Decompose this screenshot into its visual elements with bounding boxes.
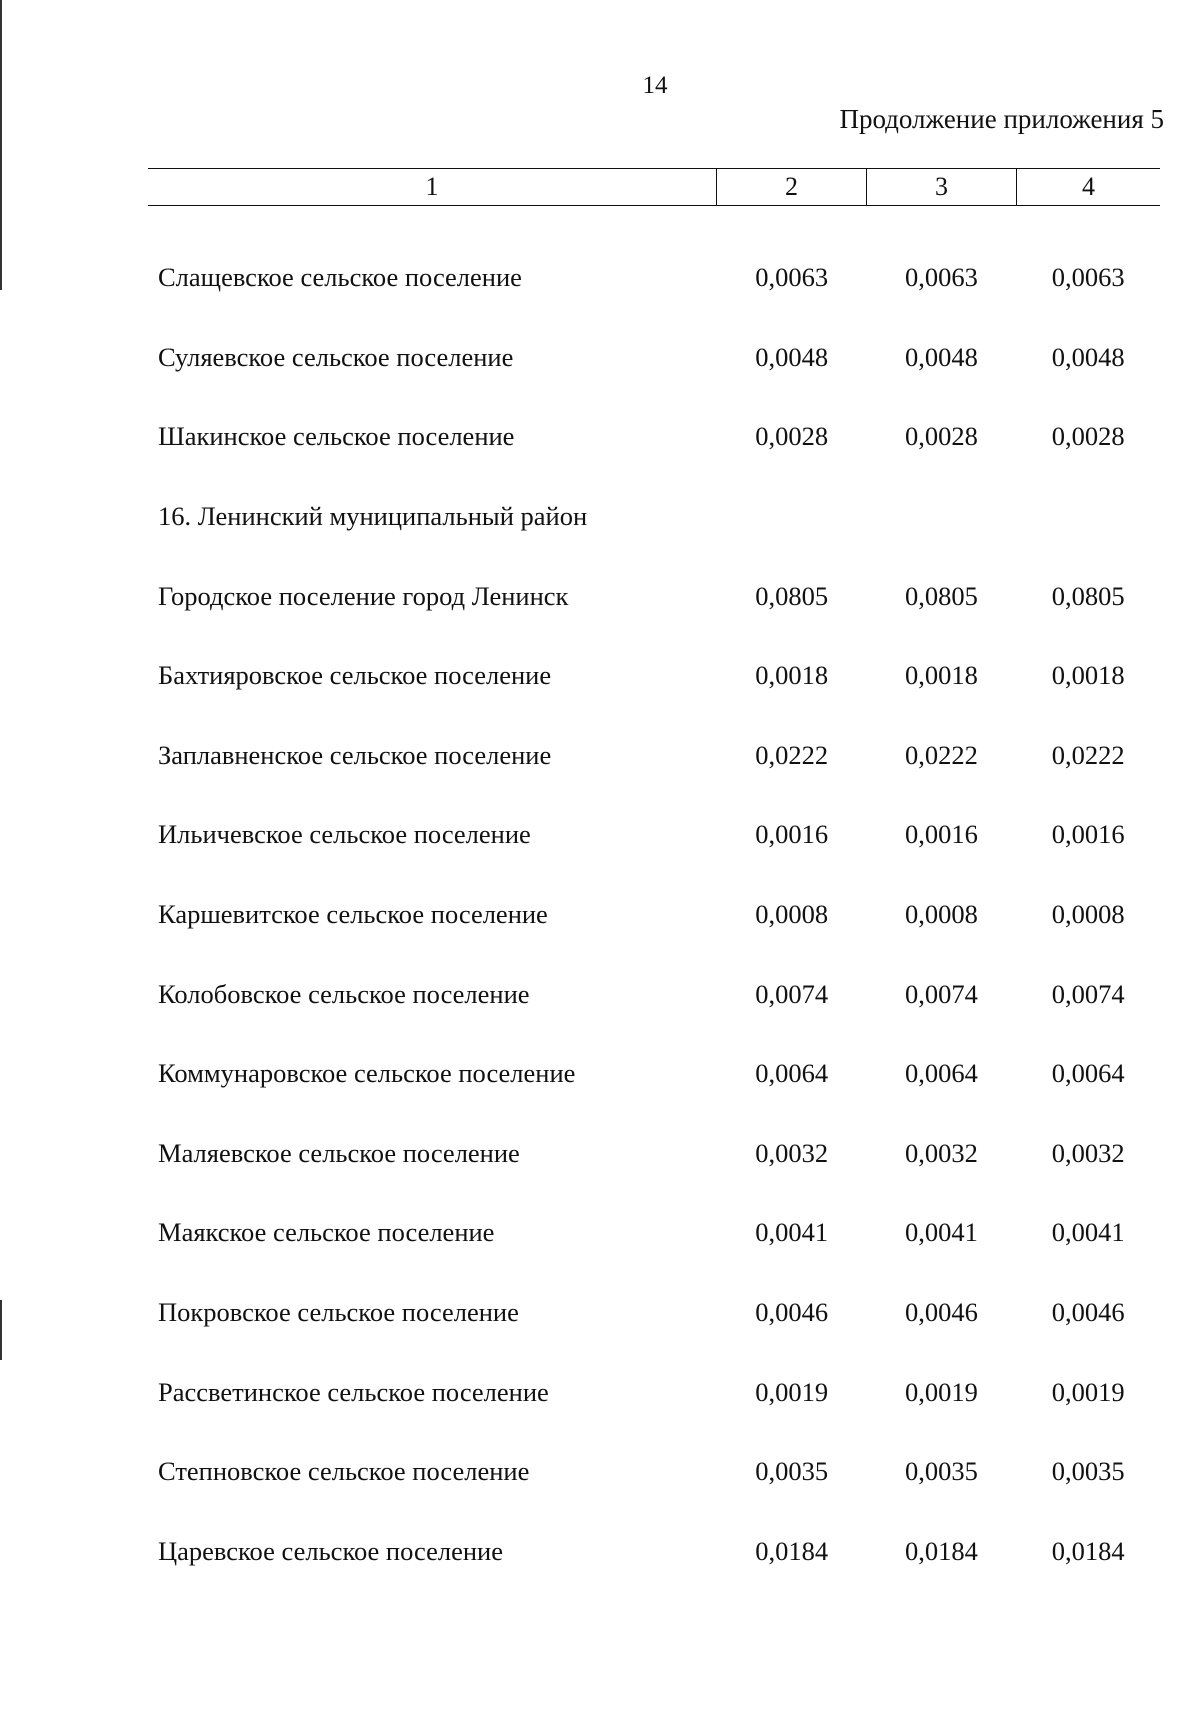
value-col-3: 0,0074 [905, 978, 978, 1009]
settlement-name: Слащевское сельское поселение [158, 262, 522, 293]
value-col-4: 0,0046 [1051, 1297, 1125, 1328]
value-col-3: 0,0018 [905, 660, 978, 691]
value-col-3: 0,0035 [905, 1456, 978, 1487]
value-col-2: 0,0222 [755, 739, 829, 770]
scan-edge-line [0, 1300, 2, 1360]
settlement-name: Коммунаровское сельское поселение [158, 1058, 576, 1089]
value-col-3: 0,0184 [905, 1535, 978, 1566]
value-col-4: 0,0028 [1051, 421, 1125, 452]
table-row [150, 1114, 1160, 1194]
value-col-2: 0,0063 [755, 262, 829, 293]
table-row [150, 795, 1160, 875]
value-col-4: 0,0074 [1051, 978, 1125, 1009]
value-col-2: 0,0032 [755, 1137, 829, 1168]
table-row [150, 1273, 1160, 1353]
value-col-4: 0,0019 [1051, 1376, 1125, 1407]
table-row [150, 1352, 1160, 1432]
value-col-3: 0,0019 [905, 1376, 978, 1407]
value-col-2: 0,0018 [755, 660, 829, 691]
value-col-3: 0,0222 [905, 739, 978, 770]
appendix-continuation-note: Продолжение приложения 5 [839, 104, 1164, 134]
table-row [150, 556, 1160, 636]
table-row [150, 636, 1160, 716]
settlement-name: Каршевитское сельское поселение [158, 899, 548, 930]
table-row [150, 1512, 1160, 1592]
value-col-2: 0,0041 [755, 1217, 829, 1248]
scan-edge-line [0, 0, 2, 290]
value-col-4: 0,0016 [1051, 819, 1125, 850]
value-col-2: 0,0064 [755, 1058, 829, 1089]
table-header [148, 168, 1160, 206]
value-col-4: 0,0064 [1051, 1058, 1125, 1089]
value-col-4: 0,0041 [1051, 1217, 1125, 1248]
settlement-name: Шакинское сельское поселение [158, 421, 515, 452]
table-row [150, 954, 1160, 1034]
value-col-4: 0,0032 [1051, 1137, 1125, 1168]
settlement-name: Маляевское сельское поселение [158, 1137, 520, 1168]
table-row [150, 716, 1160, 796]
table-row [150, 875, 1160, 955]
settlement-name: Ильичевское сельское поселение [158, 819, 531, 850]
value-col-2: 0,0016 [755, 819, 829, 850]
settlement-name: Царевское сельское поселение [158, 1535, 503, 1566]
value-col-3: 0,0048 [905, 341, 978, 372]
value-col-3: 0,0008 [905, 899, 978, 930]
settlement-name: Городское поселение город Ленинск [158, 580, 569, 611]
settlement-name: Рассветинское сельское поселение [158, 1376, 549, 1407]
page-number: 14 [642, 72, 668, 99]
district-heading: 16. Ленинский муниципальный район [158, 501, 588, 532]
value-col-2: 0,0184 [755, 1535, 829, 1566]
settlement-name: Колобовское сельское поселение [158, 978, 530, 1009]
value-col-4: 0,0063 [1051, 262, 1125, 293]
value-col-3: 0,0016 [905, 819, 978, 850]
settlement-name: Покровское сельское поселение [158, 1297, 519, 1328]
value-col-4: 0,0008 [1051, 899, 1125, 930]
table-body [150, 238, 1160, 1591]
table-row [150, 397, 1160, 477]
table-row [150, 318, 1160, 398]
column-header-4: 4 [1016, 169, 1160, 205]
value-col-4: 0,0035 [1051, 1456, 1125, 1487]
column-header-1: 1 [425, 172, 439, 201]
value-col-4: 0,0184 [1051, 1535, 1125, 1566]
table-row [150, 1034, 1160, 1114]
settlement-name: Степновское сельское поселение [158, 1456, 530, 1487]
settlement-name: Бахтияровское сельское поселение [158, 660, 552, 691]
value-col-2: 0,0028 [755, 421, 829, 452]
value-col-4: 0,0018 [1051, 660, 1125, 691]
settlement-name: Заплавненское сельское поселение [158, 739, 552, 770]
value-col-2: 0,0074 [755, 978, 829, 1009]
value-col-2: 0,0019 [755, 1376, 829, 1407]
value-col-3: 0,0046 [905, 1297, 978, 1328]
value-col-3: 0,0041 [905, 1217, 978, 1248]
value-col-3: 0,0032 [905, 1137, 978, 1168]
value-col-2: 0,0048 [755, 341, 829, 372]
value-col-3: 0,0028 [905, 421, 978, 452]
section-heading-row [150, 477, 1160, 557]
value-col-4: 0,0048 [1051, 341, 1125, 372]
value-col-2: 0,0035 [755, 1456, 829, 1487]
column-header-3: 3 [866, 169, 1016, 205]
value-col-3: 0,0064 [905, 1058, 978, 1089]
table-row [150, 1193, 1160, 1273]
value-col-4: 0,0222 [1051, 739, 1125, 770]
value-col-3: 0,0063 [905, 262, 978, 293]
settlement-name: Маякское сельское поселение [158, 1217, 495, 1248]
value-col-3: 0,0805 [905, 580, 978, 611]
value-col-2: 0,0008 [755, 899, 829, 930]
table-row [150, 1432, 1160, 1512]
column-header-2: 2 [716, 169, 866, 205]
value-col-4: 0,0805 [1051, 580, 1125, 611]
value-col-2: 0,0046 [755, 1297, 829, 1328]
table-row [150, 238, 1160, 318]
value-col-2: 0,0805 [755, 580, 829, 611]
settlement-name: Суляевское сельское поселение [158, 341, 514, 372]
